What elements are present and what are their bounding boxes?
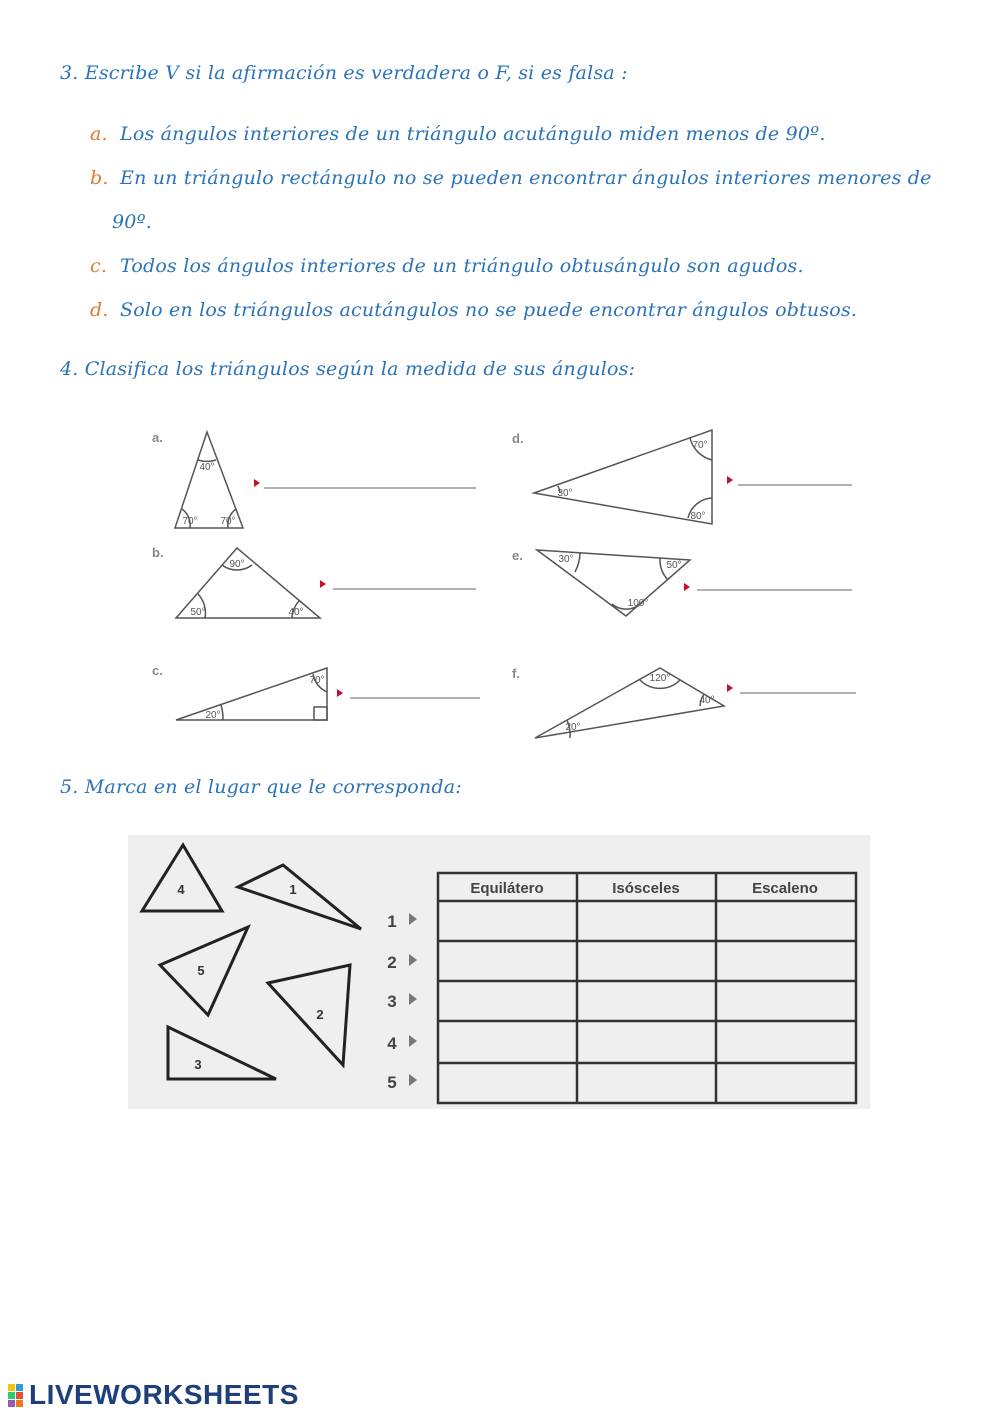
statement-text: Todos los ángulos interiores de un triángulo obtusángulo son agudos.: [120, 255, 804, 277]
arrow-icon: [337, 689, 343, 697]
angle-label: 30°: [557, 488, 573, 499]
shape-number: 1: [289, 882, 297, 897]
angle-label: 70°: [220, 516, 236, 527]
marking-table: [438, 873, 856, 1103]
triangle-c: [176, 668, 327, 720]
angle-label: 120°: [649, 673, 671, 684]
statement-b: [90, 156, 950, 244]
triangle-d: [534, 430, 712, 524]
angle-label: 40°: [288, 607, 304, 618]
classification-figure: [128, 835, 870, 1109]
triangle-label: c.: [152, 663, 163, 678]
classification-panel: [128, 835, 870, 1109]
angle-label: 100°: [627, 598, 649, 609]
column-header-escaleno: Escaleno: [752, 880, 818, 897]
statement-c: [90, 244, 950, 288]
row-number: 1: [387, 912, 397, 931]
brand-text: LIVEWORKSHEETS: [29, 1379, 299, 1410]
question-5-title: 5. Marca en el lugar que le corresponda:: [60, 776, 462, 798]
row-number: 5: [387, 1073, 397, 1092]
triangles-figure: [0, 400, 1000, 760]
arrow-icon: [409, 954, 417, 966]
angle-label: 70°: [309, 675, 325, 686]
arrow-icon: [727, 684, 733, 692]
angle-label: 80°: [690, 511, 706, 522]
logo-grid-icon: [8, 1384, 23, 1407]
angle-label: 70°: [692, 440, 708, 451]
triangle-label: a.: [152, 430, 163, 445]
statement-letter: b.: [90, 167, 109, 189]
arrow-icon: [727, 476, 733, 484]
arrow-icon: [254, 479, 260, 487]
statement-a: [90, 112, 950, 156]
triangle-label: f.: [512, 666, 520, 681]
angle-label: 50°: [666, 560, 682, 571]
arrow-icon: [320, 580, 326, 588]
shape-3: [168, 1027, 276, 1079]
arrow-icon: [409, 1074, 417, 1086]
statement-text-continuation: 90º.: [112, 211, 152, 233]
angle-label: 20°: [565, 722, 581, 733]
shape-2: [268, 965, 350, 1065]
column-header-equilatero: Equilátero: [470, 880, 544, 897]
triangle-f: [535, 668, 724, 738]
triangle-label: e.: [512, 548, 523, 563]
row-number: 4: [387, 1034, 397, 1053]
angle-label: 90°: [229, 559, 245, 570]
triangle-label: b.: [152, 545, 164, 560]
arrow-icon: [684, 583, 690, 591]
shape-1: [238, 865, 361, 929]
triangle-label: d.: [512, 431, 524, 446]
statement-d: [90, 288, 950, 332]
statement-letter: c.: [90, 255, 108, 277]
row-number: 3: [387, 992, 397, 1011]
statement-text: Los ángulos interiores de un triángulo acutángulo miden menos de 90º.: [120, 123, 826, 145]
shape-4: [142, 845, 222, 911]
arrow-icon: [409, 1035, 417, 1047]
triangle-a: [175, 432, 243, 528]
liveworksheets-logo: [8, 1380, 299, 1410]
statement-letter: d.: [90, 299, 109, 321]
angle-label: 20°: [205, 710, 221, 721]
angle-label: 30°: [558, 554, 574, 565]
arrow-icon: [409, 913, 417, 925]
shape-number: 5: [197, 963, 205, 978]
angle-label: 40°: [699, 695, 715, 706]
right-angle-mark: [314, 707, 327, 720]
statement-text: En un triángulo rectángulo no se pueden encontrar ángulos interiores menores de: [120, 167, 932, 189]
shape-number: 3: [194, 1057, 202, 1072]
shape-number: 4: [177, 882, 185, 897]
angle-label: 50°: [190, 607, 206, 618]
row-number: 2: [387, 953, 397, 972]
statement-text: Solo en los triángulos acutángulos no se puede encontrar ángulos obtusos.: [120, 299, 858, 321]
column-header-isosceles: Isósceles: [612, 880, 680, 897]
question-4-title: 4. Clasifica los triángulos según la medida de sus ángulos:: [60, 358, 636, 380]
statement-letter: a.: [90, 123, 108, 145]
angle-label: 70°: [182, 516, 198, 527]
arrow-icon: [409, 993, 417, 1005]
angle-label: 40°: [199, 462, 215, 473]
question-3-title: 3. Escribe V si la afirmación es verdadera o F, si es falsa :: [60, 62, 628, 84]
shape-number: 2: [316, 1007, 324, 1022]
